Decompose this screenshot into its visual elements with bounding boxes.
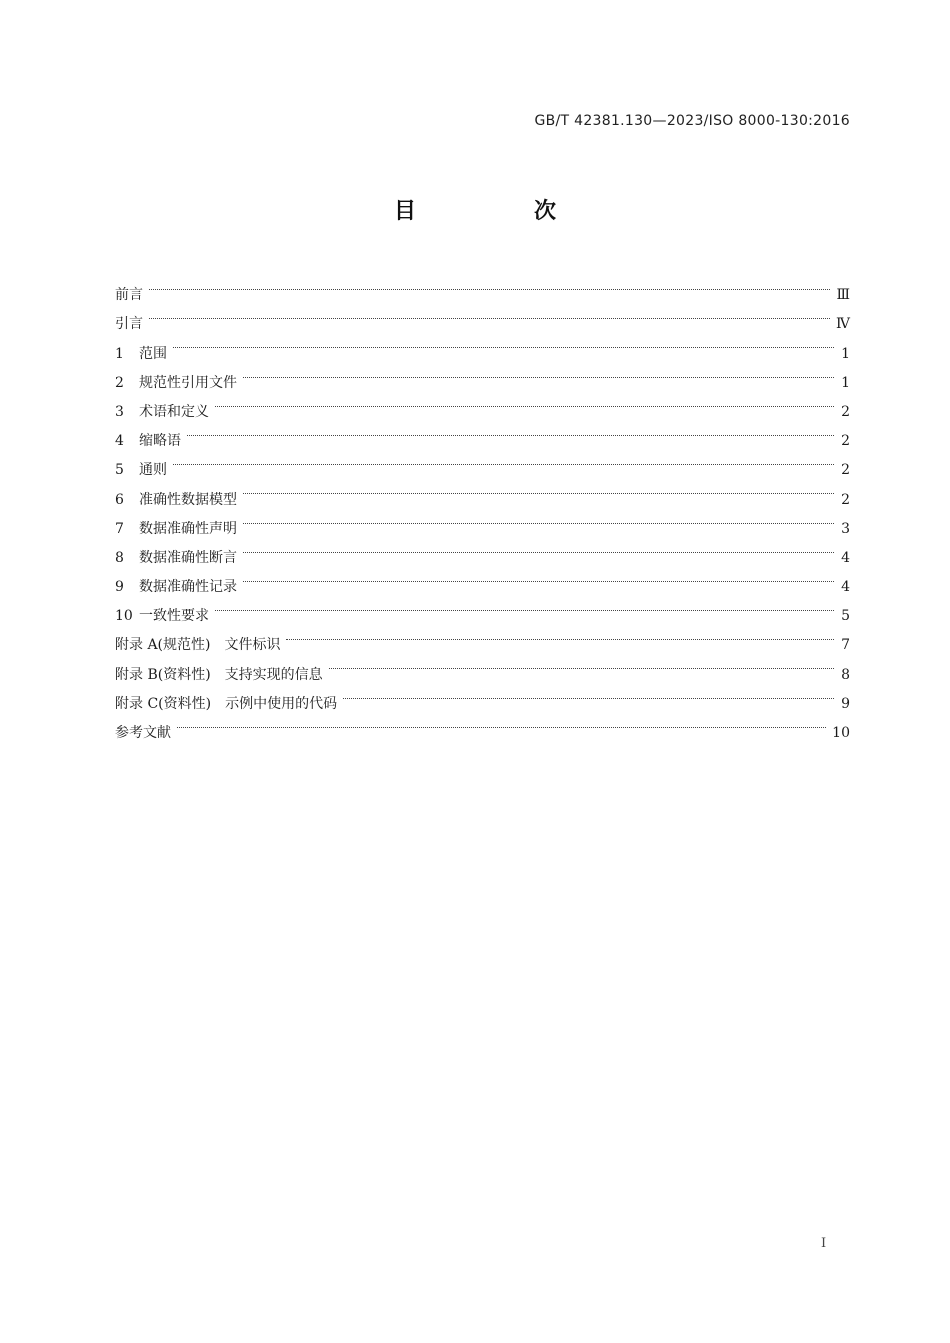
toc-entry-page: 1	[841, 345, 850, 362]
toc-entry-page: 2	[841, 462, 850, 479]
toc-dot-leader	[215, 591, 834, 620]
toc-entry-page: 4	[841, 579, 850, 596]
toc-entry-number: 2	[115, 374, 124, 391]
toc-dot-leader	[149, 299, 830, 328]
toc-dot-leader	[187, 416, 834, 445]
toc-entry-page: 10	[832, 725, 850, 741]
page-number: I	[821, 1236, 827, 1251]
toc-dot-leader	[286, 620, 834, 649]
toc-entry-page: 4	[841, 549, 850, 566]
toc-entry-text: 数据准确性声明	[139, 520, 237, 537]
toc-entry-page: 3	[841, 520, 850, 537]
toc-entry-label	[115, 281, 149, 310]
toc-entry-text: 数据准确性断言	[139, 549, 237, 566]
toc-entry-page: 9	[841, 695, 850, 712]
toc-entry-page: 8	[841, 666, 850, 683]
toc-entry-page: 2	[841, 433, 850, 450]
toc-dot-leader	[173, 445, 834, 474]
toc-entry-label	[115, 515, 243, 544]
toc-dot-leader	[243, 474, 834, 503]
toc-entry-text: 术语和定义	[139, 403, 209, 420]
toc-entry-text: 参考文献	[115, 725, 171, 741]
toc-dot-leader	[243, 358, 834, 387]
toc-entry-text: 范围	[139, 345, 167, 362]
toc-entry-number: 8	[115, 549, 124, 566]
toc-entry-number: 3	[115, 403, 124, 420]
toc-entry-number: 9	[115, 579, 124, 596]
toc-dot-leader	[243, 562, 834, 591]
toc-entry-label	[115, 340, 173, 369]
toc-entry[interactable]	[115, 620, 850, 654]
toc-entry-text: 引言	[115, 316, 143, 333]
toc-entry[interactable]	[115, 328, 850, 362]
toc-entry-text: 缩略语	[139, 433, 181, 450]
toc-entry-page: 7	[841, 637, 850, 654]
toc-entry-text: 规范性引用文件	[139, 374, 237, 391]
toc-entry[interactable]	[115, 299, 850, 333]
toc-entry-text: 附录 B(资料性) 支持实现的信息	[115, 666, 323, 683]
toc-entry-text: 前言	[115, 287, 143, 304]
toc-entry-text: 准确性数据模型	[139, 491, 237, 508]
toc-dot-leader	[329, 649, 834, 678]
toc-dot-leader	[243, 504, 834, 533]
toc-entry[interactable]	[115, 358, 850, 391]
toc-entry-page: Ⅲ	[836, 287, 850, 304]
toc-entry-number: 6	[115, 491, 124, 508]
toc-entry[interactable]	[115, 474, 850, 508]
toc-entry-number: 7	[115, 520, 124, 537]
toc-entry-number: 10	[115, 608, 133, 625]
standard-code: GB/T 42381.130—2023/ISO 8000-130:2016	[534, 113, 850, 129]
toc-dot-leader	[215, 387, 834, 416]
toc-entry-number: 4	[115, 433, 124, 450]
toc-dot-leader	[149, 270, 830, 299]
toc-entry-page: 2	[841, 491, 850, 508]
toc-entry-text: 数据准确性记录	[139, 579, 237, 596]
toc-entry-label	[115, 544, 243, 573]
toc-entry[interactable]	[115, 387, 850, 420]
toc-dot-leader	[343, 679, 834, 708]
toc-entry-label	[115, 486, 243, 515]
toc-entry[interactable]	[115, 445, 850, 479]
toc-entry-number: 5	[115, 462, 124, 479]
toc-entry-label	[115, 456, 173, 485]
toc-entry[interactable]	[115, 416, 850, 450]
toc-entry-page: Ⅳ	[836, 316, 850, 333]
toc-entry-label	[115, 631, 286, 660]
toc-entry-page: 1	[841, 374, 850, 391]
toc-entry-label	[115, 661, 329, 690]
toc-entry-number: 1	[115, 345, 124, 362]
toc-entry[interactable]	[115, 591, 850, 625]
toc-entry[interactable]	[115, 270, 850, 304]
toc-title: 目 次	[393, 199, 604, 224]
toc-dot-leader	[173, 328, 834, 357]
toc-entry-text: 附录 A(规范性) 文件标识	[115, 637, 281, 654]
toc-entry-text: 附录 C(资料性) 示例中使用的代码	[115, 695, 338, 712]
toc-entry-label	[115, 310, 149, 339]
toc-entry[interactable]	[115, 708, 850, 741]
toc-dot-leader	[243, 533, 834, 562]
toc-entry-label	[115, 719, 177, 748]
toc-entry-text: 通则	[139, 462, 167, 479]
table-of-contents	[115, 270, 850, 741]
toc-dot-leader	[177, 708, 826, 737]
toc-entry-text: 一致性要求	[139, 608, 209, 625]
toc-entry-page: 5	[841, 608, 850, 625]
toc-entry-label	[115, 602, 215, 631]
toc-entry-page: 2	[841, 403, 850, 420]
